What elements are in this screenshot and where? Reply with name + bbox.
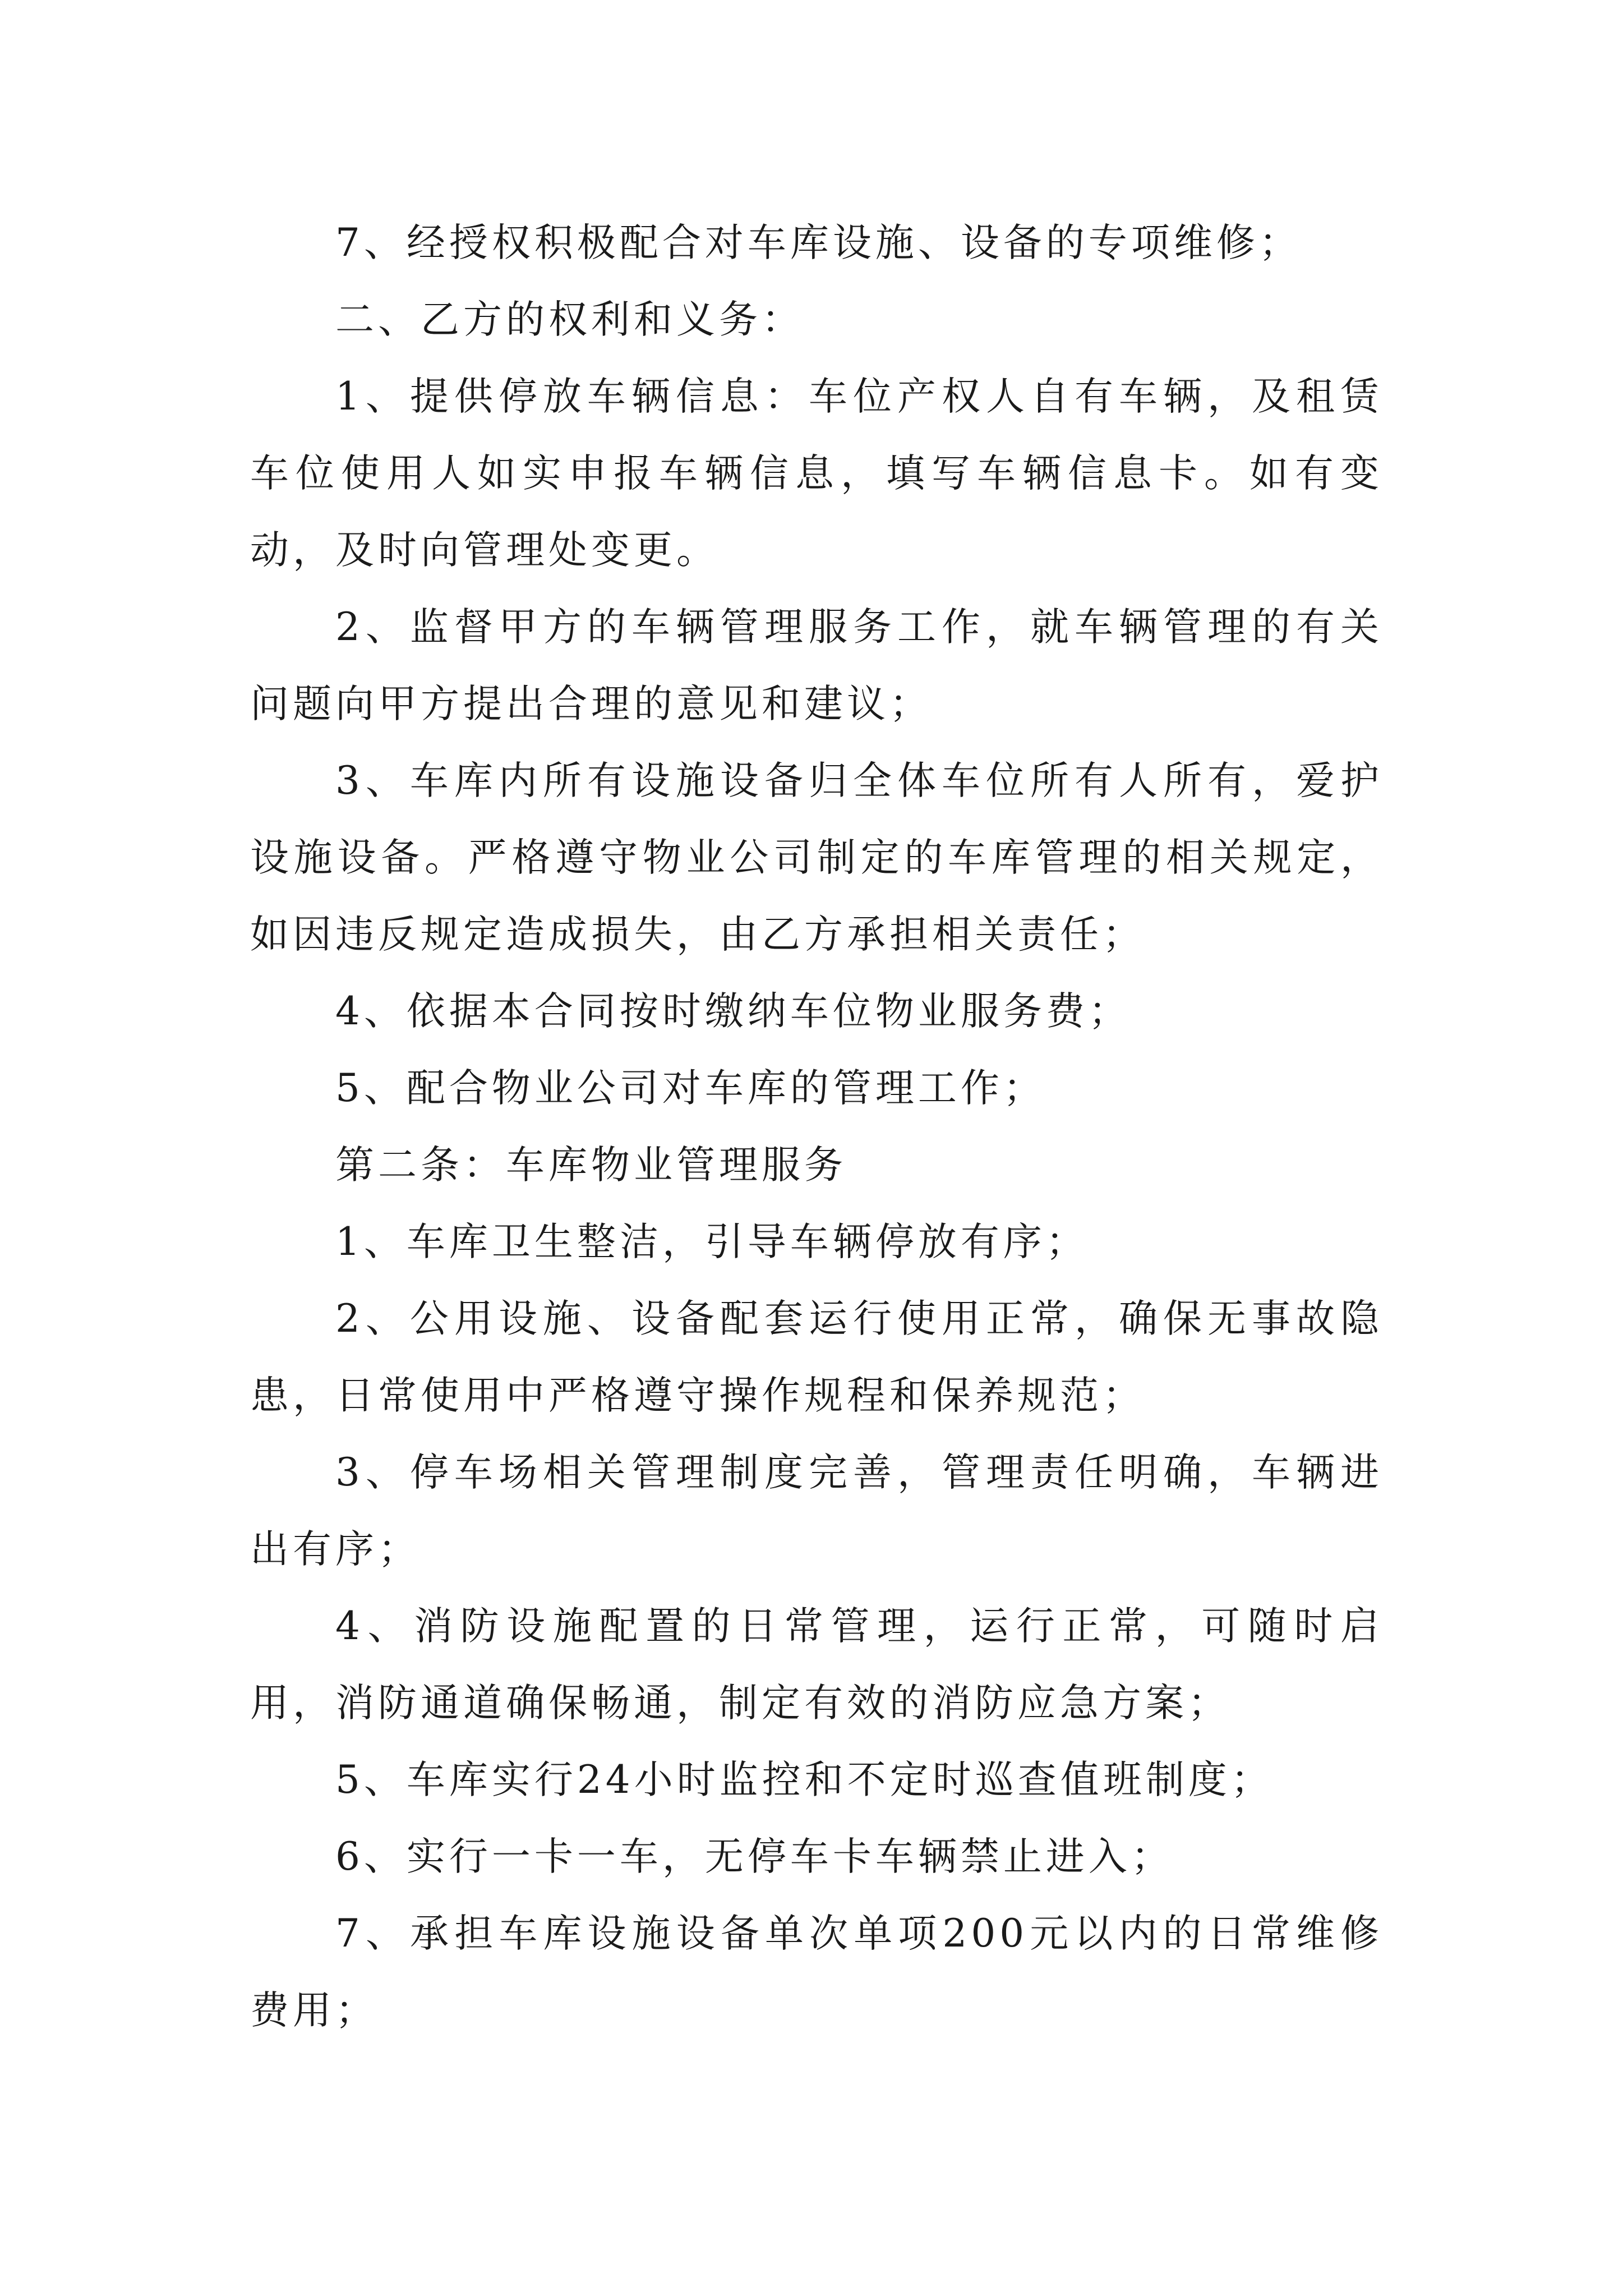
paragraph-facilities-ownership: 3、车库内所有设施设备归全体车位所有人所有，爱护设施设备。严格遵守物业公司制定的车库管理的相关规定，如因违反规定造成损失，由乙方承担相关责任； bbox=[250, 758, 1383, 957]
paragraph-one-card-one-car: 6、实行一卡一车，无停车卡车辆禁止进入； bbox=[335, 1834, 1174, 1879]
paragraph-cleanliness: 1、车库卫生整洁，引导车辆停放有序； bbox=[335, 1220, 1089, 1264]
paragraph-fire-safety: 4、消防设施配置的日常管理，运行正常，可随时启用，消防通道确保畅通，制定有效的消防应急方案； bbox=[250, 1604, 1383, 1726]
paragraph-vehicle-info: 1、提供停放车辆信息：车位产权人自有车辆，及租赁车位使用人如实申报车辆信息，填写车辆信息卡。如有变动，及时向管理处变更。 bbox=[250, 374, 1383, 573]
paragraph-monitoring: 5、车库实行24小时监控和不定时巡查值班制度； bbox=[335, 1757, 1274, 1802]
paragraph-parking-rules: 3、停车场相关管理制度完善，管理责任明确，车辆进出有序； bbox=[250, 1450, 1383, 1572]
paragraph-pay-fees: 4、依据本合同按时缴纳车位物业服务费； bbox=[335, 989, 1131, 1034]
section-heading-party-b-rights: 二、乙方的权利和义务： bbox=[335, 297, 804, 342]
paragraph-lessee-repair-cooperation: 7、经授权积极配合对车库设施、设备的专项维修； bbox=[335, 220, 1302, 265]
paragraph-supervise-party-a: 2、监督甲方的车辆管理服务工作，就车辆管理的有关问题向甲方提出合理的意见和建议； bbox=[250, 605, 1383, 726]
paragraph-cooperate-management: 5、配合物业公司对车库的管理工作； bbox=[335, 1066, 1046, 1111]
article-heading-garage-services: 第二条：车库物业管理服务 bbox=[335, 1143, 847, 1188]
paragraph-equipment-operation: 2、公用设施、设备配套运行使用正常，确保无事故隐患，日常使用中严格遵守操作规程和保养规范； bbox=[250, 1296, 1383, 1418]
document-body bbox=[250, 205, 1383, 2049]
paragraph-repair-costs: 7、承担车库设施设备单次单项200元以内的日常维修费用； bbox=[250, 1911, 1383, 2033]
